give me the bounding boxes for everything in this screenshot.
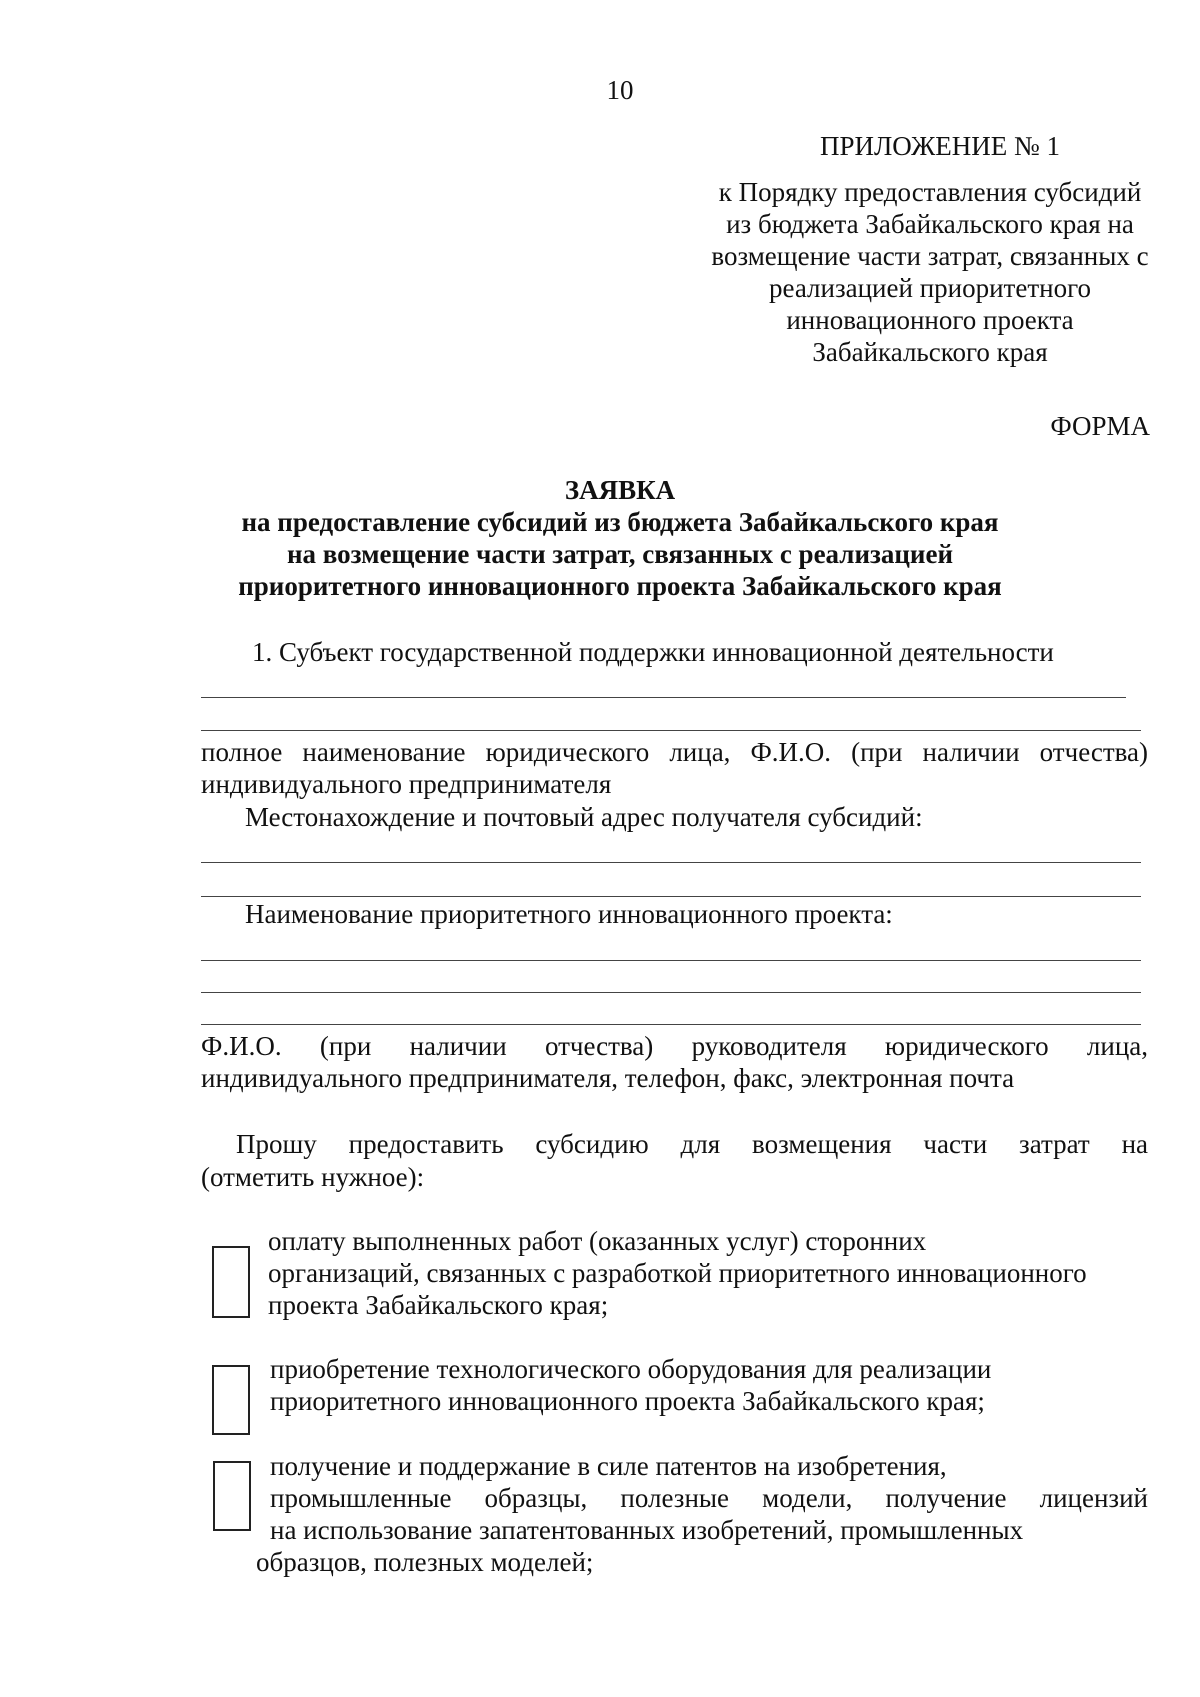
option-text: получение и поддержание в силе патентов на изобретения, <box>270 1451 947 1481</box>
heading-line: на возмещение части затрат, связанных с реализацией <box>286 539 954 569</box>
appendix-title: ПРИЛОЖЕНИЕ № 1 <box>819 131 1061 161</box>
applicant-name-line[interactable] <box>201 730 1141 731</box>
appendix-line: из бюджета Забайкальского края на <box>726 209 1134 239</box>
option-checkbox[interactable] <box>213 1461 251 1531</box>
option-text: образцов, полезных моделей; <box>256 1547 594 1577</box>
section-title: 1. Субъект государственной поддержки инновационной деятельности <box>252 637 1054 667</box>
head-info-line[interactable] <box>201 1024 1141 1025</box>
heading-line: на предоставление субсидий из бюджета Забайкальского края <box>241 507 999 537</box>
heading-title: ЗАЯВКА <box>564 475 676 505</box>
project-label: Наименование приоритетного инновационного проекта: <box>245 899 893 929</box>
head-caption: Ф.И.О. (при наличии отчества) руководителя юридического лица, <box>201 1031 1148 1061</box>
address-line[interactable] <box>201 862 1141 863</box>
option-text: промышленные образцы, полезные модели, получение лицензий <box>270 1483 1148 1513</box>
option-text: приоритетного инновационного проекта Забайкальского края; <box>270 1386 985 1416</box>
project-line[interactable] <box>201 992 1141 993</box>
option-checkbox[interactable] <box>212 1365 250 1435</box>
option-text: организаций, связанных с разработкой приоритетного инновационного <box>268 1258 1087 1288</box>
head-caption: индивидуального предпринимателя, телефон, факс, электронная почта <box>201 1063 1015 1093</box>
address-line[interactable] <box>201 896 1141 897</box>
appendix-line: реализацией приоритетного <box>769 273 1091 303</box>
option-text: оплату выполненных работ (оказанных услуг) сторонних <box>268 1226 927 1256</box>
appendix-line: Забайкальского края <box>812 337 1048 367</box>
appendix-line: возмещение части затрат, связанных с <box>711 241 1149 271</box>
applicant-name-line[interactable] <box>201 697 1126 698</box>
option-checkbox[interactable] <box>212 1246 250 1318</box>
address-label: Местонахождение и почтовый адрес получателя субсидий: <box>245 802 923 832</box>
document-heading <box>0 474 1200 602</box>
applicant-caption: полное наименование юридического лица, Ф.И.О. (при наличии отчества) <box>201 737 1148 767</box>
appendix-line: к Порядку предоставления субсидий <box>718 177 1142 207</box>
option-text: приобретение технологического оборудования для реализации <box>270 1354 992 1384</box>
heading-line: приоритетного инновационного проекта Забайкальского края <box>238 571 1002 601</box>
project-line[interactable] <box>201 960 1141 961</box>
applicant-caption: индивидуального предпринимателя <box>201 769 612 799</box>
page-number: 10 <box>606 75 634 105</box>
request-text: Прошу предоставить субсидию для возмещения части затрат на <box>236 1129 1148 1159</box>
option-text: на использование запатентованных изобретений, промышленных <box>270 1515 1024 1545</box>
option-text: проекта Забайкальского края; <box>268 1290 609 1320</box>
appendix-line: инновационного проекта <box>786 305 1074 335</box>
request-text: (отметить нужное): <box>201 1162 425 1192</box>
appendix-text <box>680 176 1180 368</box>
form-label: ФОРМА <box>1050 411 1150 441</box>
